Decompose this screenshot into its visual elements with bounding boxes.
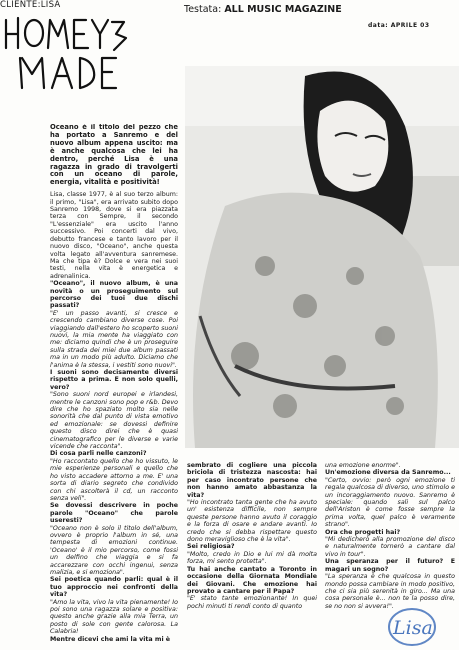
lisa-portrait-photo bbox=[185, 66, 459, 448]
col2-answer-1: "Ho incontrato tanta gente che ha avuto un' esistenza difficile, non sempre queste persone hanno avuto il coraggio e la forza di osare e andare avanti. Io credo che si debba rispettare questo dono meraviglioso che è la vita". bbox=[187, 499, 317, 544]
question-3: Di cosa parli nelle canzoni? bbox=[50, 450, 147, 458]
col3-answer-3: "La speranza è che qualcosa in questo mondo possa cambiare in modo positivo, che ci sia più serenità in giro... Ma una cosa personale è... non te la posso dire, se no non si avvera!". bbox=[325, 573, 455, 610]
publication-name: ALL MUSIC MAGAZINE bbox=[224, 4, 342, 15]
article-intro: Lisa, classe 1977, è al suo terzo album: il primo, "Lisa", era arrivato subito dopo Sanremo 1998, dove si era piazzata terza con Sempre, il secondo "L'essenziale" era uscito l'anno successivo. Poi concerti dal vivo, debutto francese e tanto lavoro per il nuovo disco, "Oceano", anche questa volta legato all'avventura sanremese. Ma che tipa è? Dolce e vera nei suoi testi, nella vita è energetica e adrenalinica. bbox=[50, 191, 178, 280]
question-4: Se dovessi descrivere in poche parole "Oceano" che parole useresti? bbox=[50, 502, 178, 525]
col3-question-1: Un'emozione diversa da Sanremo... bbox=[325, 469, 451, 477]
col2-answer-2: "Molto, credo in Dio e lui mi dà molta forza, mi sento protetta". bbox=[187, 550, 317, 566]
client-label: CLIENTE:LISA bbox=[0, 0, 61, 10]
col2-question-1: Sei religiosa? bbox=[187, 543, 235, 551]
answer-5: "Amo la vita, vivo la vita pienamente! Io poi sono una ragazza solare e positiva: questo anche grazie alla mia Terra, un posto di sole con gente calorosa. La Calabria! bbox=[50, 598, 178, 636]
col2-answer-3: "E' stato tante emozionante! In quei pochi minuti ti rendi conto di quanto bbox=[187, 595, 317, 610]
article-column-1 bbox=[50, 124, 178, 648]
issue-date: data: APRILE 03 bbox=[368, 22, 430, 29]
question-6: Mentre dicevi che ami la vita mi è bbox=[50, 635, 171, 643]
question-5: Sei poetica quando parli: qual è il tuo approccio nei confronti della vita? bbox=[50, 576, 178, 599]
article-column-2 bbox=[187, 462, 317, 650]
col3-answer-1: "Certo, ovvio: però ogni emozione ti regala qualcosa di diverso, uno stimolo e un incoraggiamento nuovo. Sanremo è speciale: quando sali sul palco dell'Ariston è come fosse sempre la prima volta, quel palco è veramente strano". bbox=[325, 476, 455, 529]
answer-3: "Ho raccontato quello che ho vissuto, le mie esperienze personali e quello che ho visto accadere attorno a me. E' una sorta di diario segreto che condivido con chi ascolterà il cd, un racconto senza veli". bbox=[50, 457, 178, 502]
publication-prefix: Testata: bbox=[184, 4, 222, 15]
col3-question-2: Ora che progetti hai? bbox=[325, 528, 401, 536]
question-2: I suoni sono decisamente diversi rispetto a prima. E non solo quelli, vero? bbox=[50, 369, 178, 391]
lisa-watermark-logo bbox=[385, 603, 437, 649]
answer-2: "Sono suoni nord europei e irlandesi, mentre le canzoni sono pop e r&b. Devo dire che ho spaziato molto sia nelle sonorità che dal punto di vista emotivo ed emozionale: se dovessi definire questo disco direi che è quasi cinematografico per le diverse e varie vicende che racconta". bbox=[50, 391, 178, 451]
col3-answer-continued: una emozione enorme". bbox=[325, 462, 401, 469]
question-1: "Oceano", il nuovo album, è una novità o un proseguimento sul percorso dei tuoi due dischi passati? bbox=[50, 280, 178, 310]
col3-question-3: Una speranza per il futuro? E magari un sogno? bbox=[325, 558, 455, 573]
col2-question-2: Tu hai anche cantato a Toronto in occasione della Giornata Mondiale dei Giovani. Che emozione hai provato a cantare per il Papa? bbox=[187, 565, 317, 595]
answer-4: "Oceano non è solo il titolo dell'album, ovvero è proprio l'album in sé, una tempesta di emozioni continue. 'Oceano' è il mio percorso, come fossi un delfino che viaggia e si fa accarezzare con occhi ingenui, senza malizia, e si emoziona". bbox=[50, 524, 178, 576]
homey-made-logo bbox=[0, 12, 150, 94]
publication-label bbox=[184, 4, 342, 15]
article-lead: Oceano è il titolo del pezzo che ha portato a Sanremo e del nuovo album appena uscito: ma è anche qualcosa che lei ha dentro, perché Lisa è una ragazza in grado di travolgerti con un oceano di parole, energia, vitalità e positività! bbox=[50, 124, 178, 187]
col3-answer-2: "Mi dedicherò alla promozione del disco e naturalmente tornerò a cantare dal vivo in tour". bbox=[325, 536, 455, 558]
answer-1: "E' un passo avanti, si cresce e crescendo cambiano diverse cose. Poi viaggiando dall'estero ho scoperto suoni nuovi, la mia mente ha viaggiato con me: diciamo quindi che è un proseguire sulla strada dei miei due album passati ma in un modo più adulto. Diciamo che l'anima è la stessa, i vestiti sono nuovi". bbox=[50, 309, 178, 369]
svg-text:Lisa: Lisa bbox=[393, 617, 433, 639]
col2-question-continued: sembrato di cogliere una piccola briciola di tristezza nascosta: hai per caso incontrato persone che non hanno amato abbastanza la vita? bbox=[187, 462, 317, 499]
